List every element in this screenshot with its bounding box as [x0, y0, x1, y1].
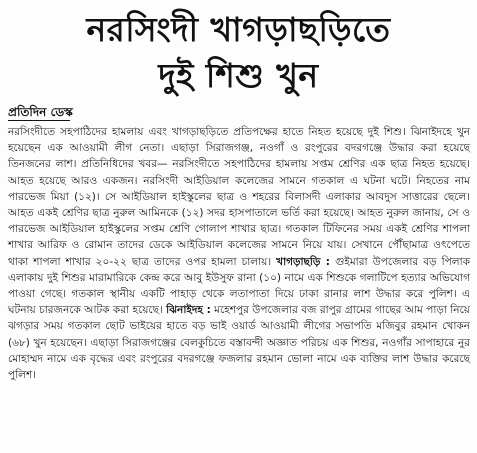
article-body — [8, 124, 470, 383]
paragraph-khagrachhari: গুইমারা উপজেলার বড় পিলাক এলাকায় দুই শিশুর মারামারিকে কেন্দ্র করে আবু ইউসুফ রানা (১০) নামে এক শিশুকে গলাটিপে হত্যার অভিযোগ পাওয়া গেছে। গতকাল স্থানীয় একটি পাহাড় থেকে লতাপাতা দিয়ে ঢাকা রানার লাশ উদ্ধার করে পুলিশ। এ ঘটনায় চারজনকে আটক করা হয়েছে। — [8, 255, 470, 317]
paragraph-intro: নরসিংদীতে সহপাঠিদের হামলায় এবং খাগড়াছড়িতে প্রতিপক্ষের হাতে নিহত হয়েছে দুই শিশু। ঝিনাইদহে খুন হয়েছেন এক আওয়ামী লীগ নেতা। এছাড়া সিরাজগঞ্জ, নওগাঁ ও রংপুরের বদরগঞ্জে উদ্ধার করা হয়েছে তিনজনের লাশ। প্রতিনিধিদের খবর— — [8, 126, 470, 171]
headline-line-1: নরসিংদী খাগড়াছড়িতে — [86, 10, 391, 49]
dateline-khagrachhari: খাগড়াছড়ি : — [276, 255, 330, 268]
byline-underline — [8, 120, 70, 121]
byline: প্রতিদিন ডেস্ক — [8, 105, 73, 119]
headline-line-2: দুই শিশু খুন — [158, 56, 319, 95]
paragraph-narsingdi: নরসিংদীতে সহপাঠিদের হামলায় সপ্তম শ্রেণির এক ছাত্র নিহত হয়েছে। আহত হয়েছে আরও একজন। নরসিংদী আইডিয়াল কলেজের সামনে গতকাল এ ঘটনা ঘটে। নিহতের নাম পারভেজ মিয়া (১২)। সে আইডিয়াল হাইস্কুলের ছাত্র ও শহরের বিলাসদী এলাকার আবদুস সাত্তারের ছেলে। আহত একই শ্রেণির ছাত্র নুরুল আমিনকে (১২) সদর হাসপাতালে ভর্তি করা হয়েছে। আহত নুরুল জানায়, সে ও পারভেজ আইডিয়াল হাইস্কুলের সপ্তম শ্রেণি গোলাপ শাখার ছাত্র। গতকাল টিফিনের সময় একই শ্রেণির শাপলা শাখার আরিফ ও রোমান তাদের ডেকে আইডিয়াল কলেজের সামনে নিয়ে যায়। সেখানে পৌঁছামাত্র ওৎপেতে থাকা শাপলা শাখার ২০-২২ ছাত্র তাদের ওপর হামলা চালায়। — [8, 158, 471, 268]
dateline-jhenaidah: ঝিনাইদহ : — [166, 304, 211, 317]
paragraph-jhenaidah: মহেশপুর উপজেলার বজ রাপুর গ্রামের গাছের আম পাড়া নিয়ে ঝগড়ার সময় গতকাল ছোট ভাইয়ের হাতে বড় ভাই ওয়ার্ড আওয়ামী লীগের সভাপতি মজিবুর রহমান খোকন (৬৮) খুন হয়েছেন। এছাড়া সিরাজগঞ্জের বেলকুচিতে বস্তাবন্দী অজ্ঞাত পরিচয় এক শিশুর, নওগাঁর সাপাহারে নুর মোহাম্মদ নামে এক বৃদ্ধের এবং রংপুরের বদরগঞ্জে ফজলার রহমান ভোলা নামে এক ব্যক্তির লাশ উদ্ধার করেছে পুলিশ। — [8, 304, 470, 382]
